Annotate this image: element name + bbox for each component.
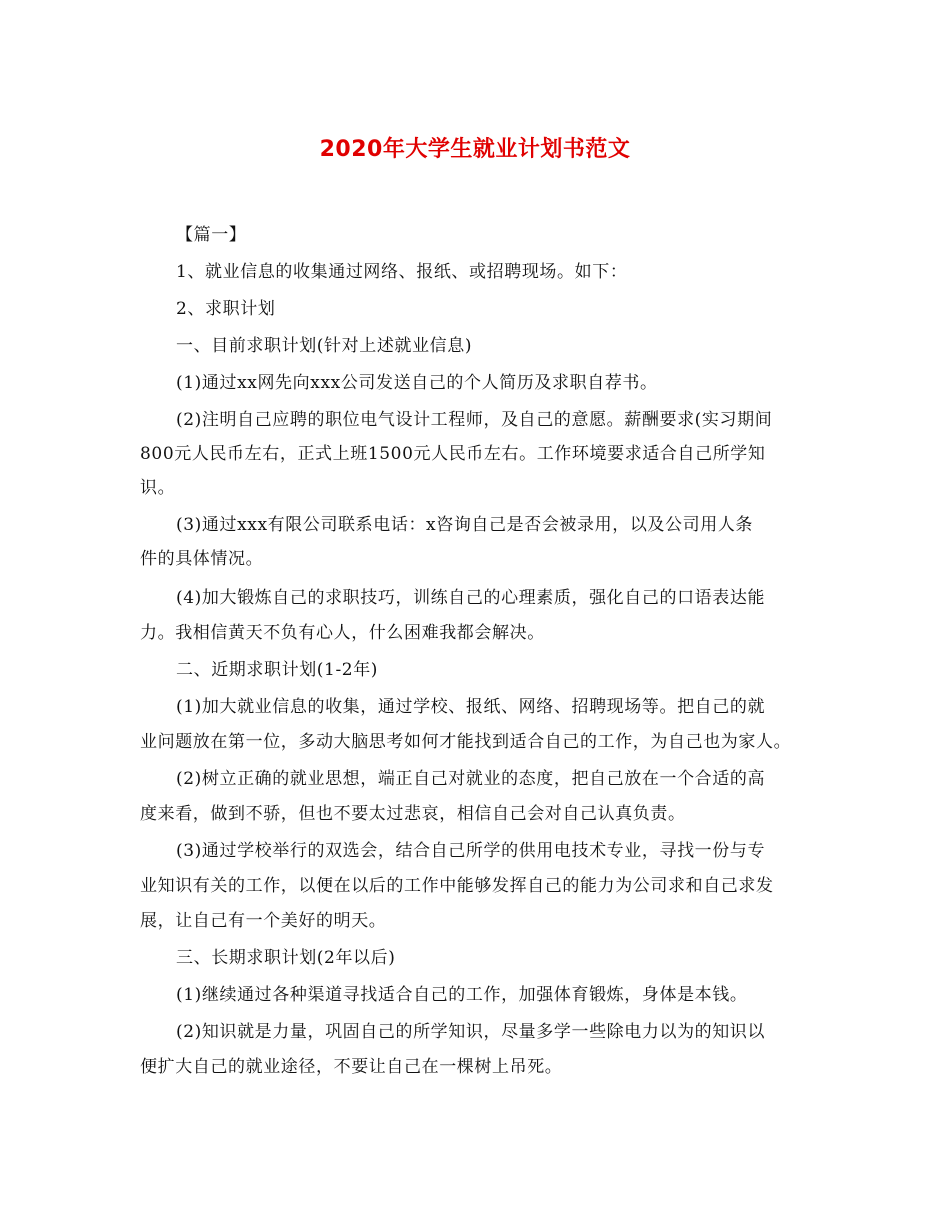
- paragraph-line: 二、近期求职计划(1-2年): [176, 660, 379, 680]
- paragraph-line: 识。: [140, 478, 176, 498]
- paragraph-line: 一、目前求职计划(针对上述就业信息): [176, 336, 473, 356]
- paragraph-line: 800元人民币左右，正式上班1500元人民币左右。工作环境要求适合自己所学知: [140, 444, 766, 464]
- section-heading: 【篇一】: [176, 225, 247, 245]
- paragraph-line: 2、求职计划: [176, 299, 276, 319]
- paragraph-line: 业知识有关的工作，以便在以后的工作中能够发挥自己的能力为公司求和自己求发: [140, 876, 774, 896]
- paragraph-line: 三、长期求职计划(2年以后): [176, 948, 396, 968]
- paragraph-line: 业问题放在第一位，多动大脑思考如何才能找到适合自己的工作，为自己也为家人。: [140, 732, 792, 752]
- document-title: 2020年大学生就业计划书范文: [319, 137, 631, 162]
- paragraph-line: (2)注明自己应聘的职位电气设计工程师，及自己的意愿。薪酬要求(实习期间: [176, 410, 773, 430]
- paragraph-line: (1)加大就业信息的收集，通过学校、报纸、网络、招聘现场等。把自己的就: [176, 697, 766, 717]
- paragraph-line: 件的具体情况。: [140, 549, 264, 569]
- paragraph-line: (3)通过学校举行的双选会，结合自己所学的供用电技术专业，寻找一份与专: [176, 841, 766, 861]
- paragraph-line: 力。我相信黄天不负有心人，什么困难我都会解决。: [140, 623, 545, 643]
- paragraph-line: (1)继续通过各种渠道寻找适合自己的工作，加强体育锻炼，身体是本钱。: [176, 985, 748, 1005]
- paragraph-line: (1)通过xx网先向xxx公司发送自己的个人简历及求职自荐书。: [176, 373, 658, 393]
- paragraph-line: (4)加大锻炼自己的求职技巧，训练自己的心理素质，强化自己的口语表达能: [176, 588, 766, 608]
- paragraph-line: (2)树立正确的就业思想，端正自己对就业的态度，把自己放在一个合适的高: [176, 769, 766, 789]
- paragraph-line: (3)通过xxx有限公司联系电话：x咨询自己是否会被录用，以及公司用人条: [176, 515, 754, 535]
- paragraph-line: 展，让自己有一个美好的明天。: [140, 911, 387, 931]
- paragraph-line: 度来看，做到不骄，但也不要太过悲哀，相信自己会对自己认真负责。: [140, 804, 686, 824]
- paragraph-line: (2)知识就是力量，巩固自己的所学知识，尽量多学一些除电力以为的知识以: [176, 1022, 766, 1042]
- paragraph-line: 1、就业信息的收集通过网络、报纸、或招聘现场。如下：: [176, 262, 628, 282]
- paragraph-line: 便扩大自己的就业途径，不要让自己在一棵树上吊死。: [140, 1057, 563, 1077]
